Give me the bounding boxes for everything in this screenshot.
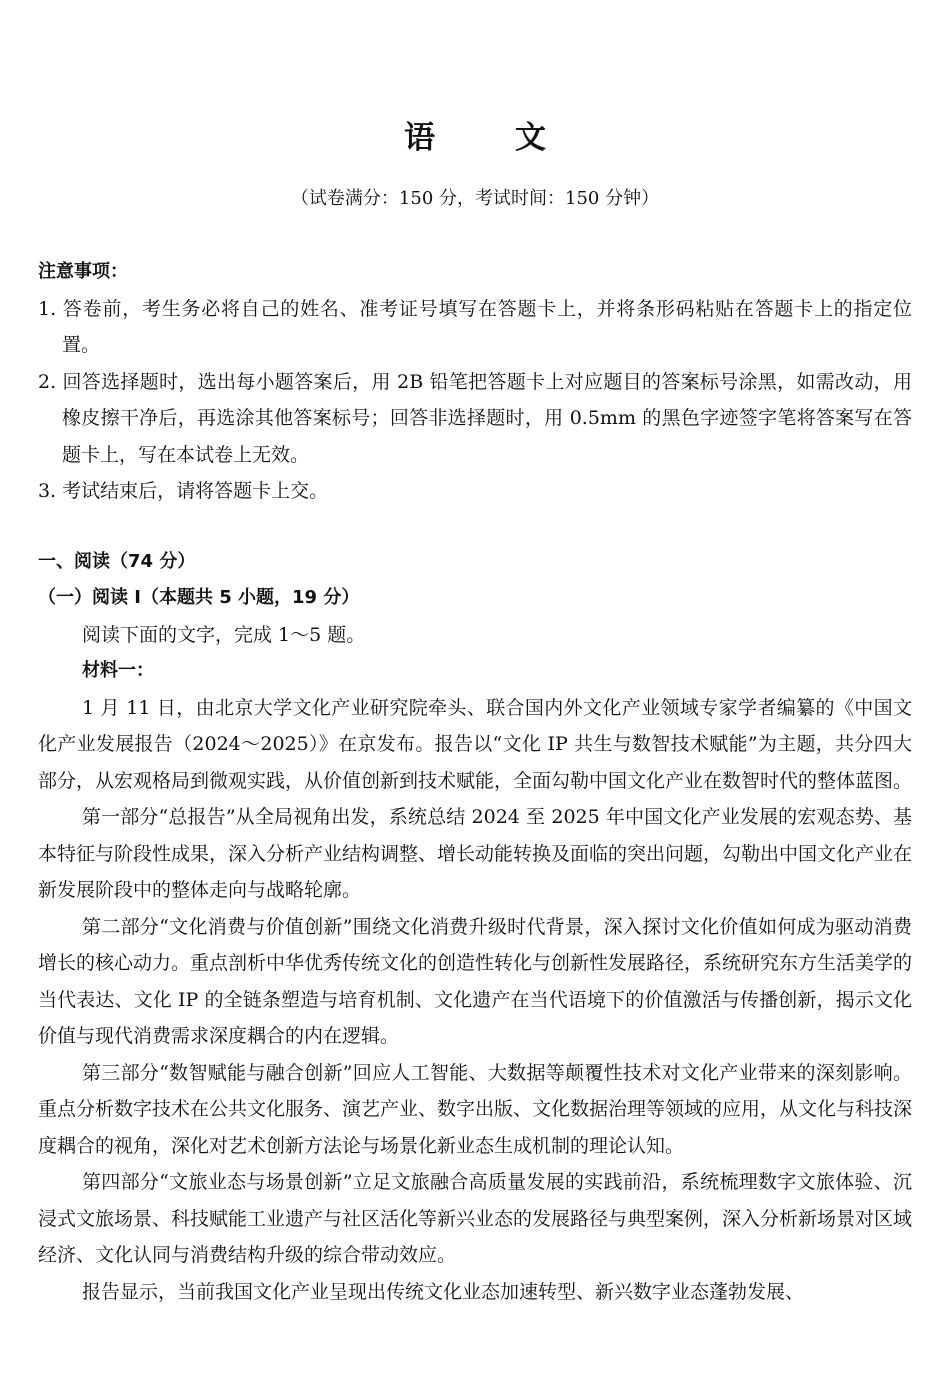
page-title: 语文	[404, 120, 626, 156]
notice-item: 3. 考试结束后，请将答题卡上交。	[38, 480, 329, 502]
passage-paragraph: 报告显示，当前我国文化产业呈现出传统文化业态加速转型、新兴数字业态蓬勃发展、	[82, 1280, 805, 1303]
passage-paragraph: 第二部分“文化消费与价值创新”围绕文化消费升级时代背景，深入探讨文化价值如何成为驱动消费增长的核心动力。重点剖析中华优秀传统文化的创造性转化与创新性发展路径，系统研究东方生活美学的当代表达、文化 IP 的全链条塑造与培育机制、文化遗产在当代语境下的价值激活与传播创新，揭示文化价值与现代消费需求深度耦合的内在逻辑。	[38, 915, 913, 1047]
notice-item: 1. 答卷前，考生务必将自己的姓名、准考证号填写在答题卡上，并将条形码粘贴在答题卡上的指定位置。	[38, 297, 912, 356]
notice-heading: 注意事项：	[38, 261, 128, 282]
material-label: 材料一：	[82, 660, 154, 681]
passage-paragraph: 第一部分“总报告”从全局视角出发，系统总结 2024 至 2025 年中国文化产业发展的宏观态势、基本特征与阶段性成果，深入分析产业结构调整、增长动能转换及面临的突出问题，勾勒出中国文化产业在新发展阶段中的整体走向与战略轮廓。	[38, 806, 913, 901]
notice-item: 2. 回答选择题时，选出每小题答案后，用 2B 铅笔把答题卡上对应题目的答案标号涂黑，如需改动，用橡皮擦干净后，再选涂其他答案标号；回答非选择题时，用 0.5mm 的黑色字迹签字笔将答案写在答题卡上，写在本试卷上无效。	[38, 370, 912, 466]
reading-instruction: 阅读下面的文字，完成 1～5 题。	[82, 623, 366, 646]
section-heading: 一、阅读（74 分）	[38, 550, 196, 572]
subsection-heading: （一）阅读 Ⅰ（本题共 5 小题，19 分）	[38, 587, 360, 608]
page-content	[38, 254, 912, 1310]
exam-info: （试卷满分：150 分，考试时间：150 分钟）	[290, 188, 660, 209]
section-spacer	[38, 510, 912, 544]
passage-paragraph: 第三部分“数智赋能与融合创新”回应人工智能、大数据等颠覆性技术对文化产业带来的深刻影响。重点分析数字技术在公共文化服务、演艺产业、数字出版、文化数据治理等领域的应用，从文化与科技深度耦合的视角，深化对艺术创新方法论与场景化新业态生成机制的理论认知。	[38, 1061, 913, 1157]
passage-paragraph: 1 月 11 日，由北京大学文化产业研究院牵头、联合国内外文化产业领域专家学者编纂的《中国文化产业发展报告（2024～2025）》在京发布。报告以“文化 IP 共生与数智技术赋能”为主题，共分四大部分，从宏观格局到微观实践，从价值创新到技术赋能，全面勾勒中国文化产业在数智时代的整体蓝图。	[38, 696, 913, 792]
passage-paragraph: 第四部分“文旅业态与场景创新”立足文旅融合高质量发展的实践前沿，系统梳理数字文旅体验、沉浸式文旅场景、科技赋能工业遗产与社区活化等新兴业态的发展路径与典型案例，深入分析新场景对区域经济、文化认同与消费结构升级的综合带动效应。	[38, 1171, 913, 1266]
